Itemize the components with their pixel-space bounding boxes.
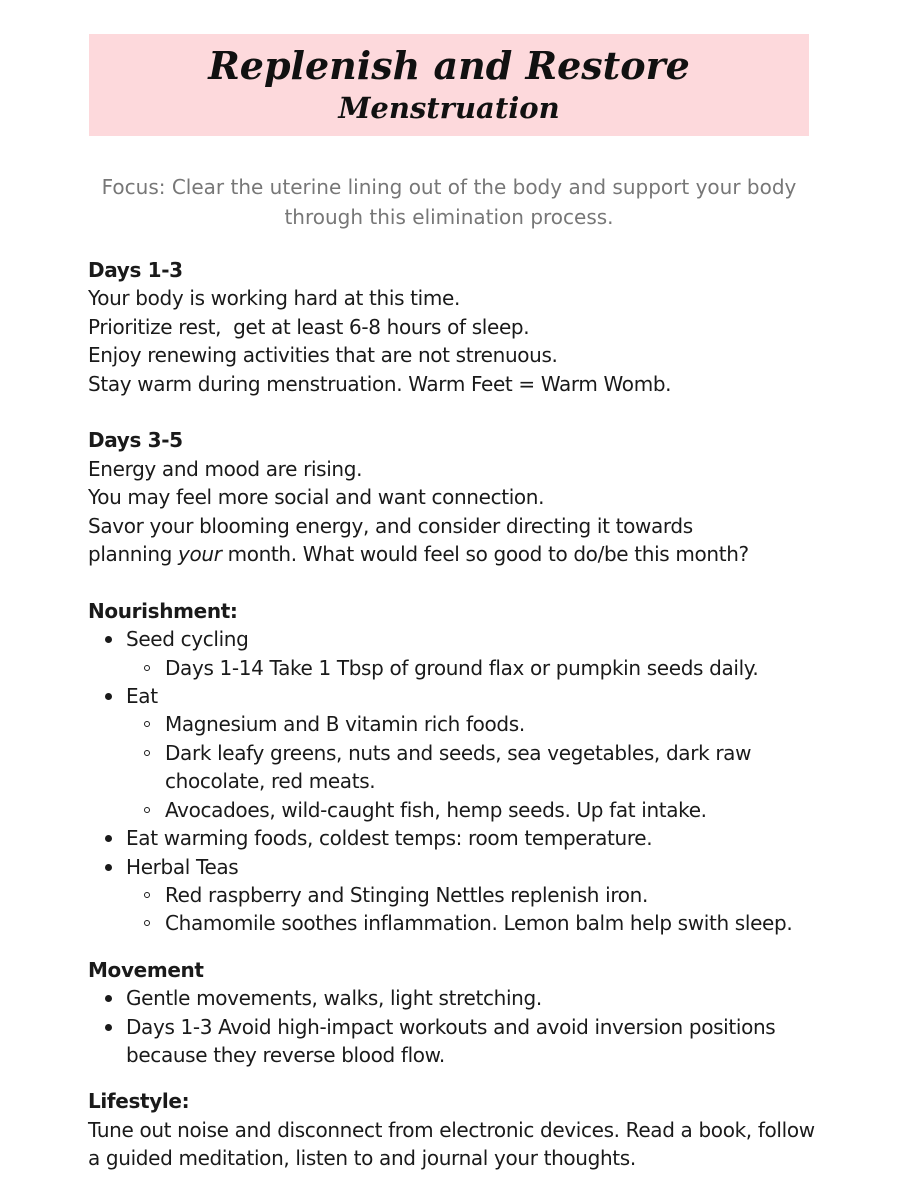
bullet-icon <box>105 864 112 871</box>
sub-list-item <box>126 796 828 824</box>
list-item <box>88 984 828 1012</box>
sub-list <box>126 654 828 682</box>
movement-list <box>88 984 828 1069</box>
circle-bullet-icon <box>144 807 150 813</box>
days-1-3-line: Your body is working hard at this time. <box>88 286 460 311</box>
sub-list-item-label: Days 1-14 Take 1 Tbsp of ground flax or pumpkin seeds daily. <box>165 655 759 680</box>
list-item-label: Seed cycling <box>126 627 249 652</box>
circle-bullet-icon <box>144 750 150 756</box>
list-item-label: Herbal Teas <box>126 854 239 879</box>
circle-bullet-icon <box>144 920 150 926</box>
list-item-label: Eat warming foods, coldest temps: room temperature. <box>126 826 653 851</box>
movement-section <box>88 956 828 1070</box>
days-3-5-section <box>88 426 828 568</box>
bullet-icon <box>105 1024 112 1031</box>
bullet-icon <box>105 636 112 643</box>
list-item <box>88 625 828 682</box>
days-1-3-line: Prioritize rest, get at least 6-8 hours of sleep. <box>88 314 530 339</box>
days-3-5-heading: Days 3-5 <box>88 428 183 453</box>
lifestyle-heading: Lifestyle: <box>88 1089 190 1114</box>
list-item-label: Days 1-3 Avoid high-impact workouts and avoid inversion positions because they reverse blood flow. <box>126 1014 776 1067</box>
days-3-5-text: month. What would feel so good to do/be this month? <box>221 542 749 567</box>
days-3-5-text: planning <box>88 542 178 567</box>
bullet-icon <box>105 835 112 842</box>
movement-heading: Movement <box>88 957 204 982</box>
days-3-5-line: Savor your blooming energy, and consider directing it towards <box>88 513 693 538</box>
bullet-icon <box>105 995 112 1002</box>
days-3-5-line: Energy and mood are rising. <box>88 456 363 481</box>
list-item <box>88 824 828 852</box>
page-title: Replenish and Restore <box>208 43 690 88</box>
days-1-3-line: Enjoy renewing activities that are not strenuous. <box>88 343 558 368</box>
sub-list-item-label: Magnesium and B vitamin rich foods. <box>165 712 525 737</box>
list-item-label: Eat <box>126 684 158 709</box>
days-1-3-line: Stay warm during menstruation. Warm Feet = Warm Womb. <box>88 371 672 396</box>
sub-list <box>126 710 828 824</box>
days-3-5-line: You may feel more social and want connection. <box>88 485 545 510</box>
list-item-label: Gentle movements, walks, light stretching. <box>126 986 542 1011</box>
sub-list-item <box>126 739 828 796</box>
lifestyle-text: Tune out noise and disconnect from electronic devices. Read a book, follow a guided meditation, listen to and journal your thoughts. <box>88 1117 815 1171</box>
list-item <box>88 853 828 938</box>
circle-bullet-icon <box>144 892 150 898</box>
page-subtitle: Menstruation <box>338 91 560 125</box>
days-1-3-section <box>88 256 828 398</box>
days-3-5-emphasis: your <box>178 542 222 567</box>
sub-list-item <box>126 710 828 738</box>
sub-list-item-label: Dark leafy greens, nuts and seeds, sea vegetables, dark raw chocolate, red meats. <box>165 740 752 794</box>
nourishment-list <box>88 625 828 937</box>
document-body <box>88 256 828 1173</box>
list-item <box>88 1013 828 1070</box>
sub-list-item <box>126 909 828 937</box>
sub-list-item-label: Red raspberry and Stinging Nettles replenish iron. <box>165 882 648 907</box>
list-item <box>88 682 828 824</box>
sub-list-item-label: Avocadoes, wild-caught fish, hemp seeds. Up fat intake. <box>165 797 707 822</box>
sub-list-item <box>126 881 828 909</box>
title-banner <box>89 34 809 136</box>
circle-bullet-icon <box>144 721 150 727</box>
sub-list <box>126 881 828 938</box>
nourishment-section <box>88 597 828 938</box>
days-1-3-heading: Days 1-3 <box>88 258 183 282</box>
nourishment-heading: Nourishment: <box>88 598 238 623</box>
sub-list-item-label: Chamomile soothes inflammation. Lemon balm help swith sleep. <box>165 911 793 936</box>
lifestyle-section <box>88 1087 828 1172</box>
bullet-icon <box>105 693 112 700</box>
focus-statement: Focus: Clear the uterine lining out of the body and support your body through this elimination process. <box>101 175 797 229</box>
sub-list-item <box>126 654 828 682</box>
circle-bullet-icon <box>144 665 150 671</box>
days-3-5-line <box>88 540 828 568</box>
